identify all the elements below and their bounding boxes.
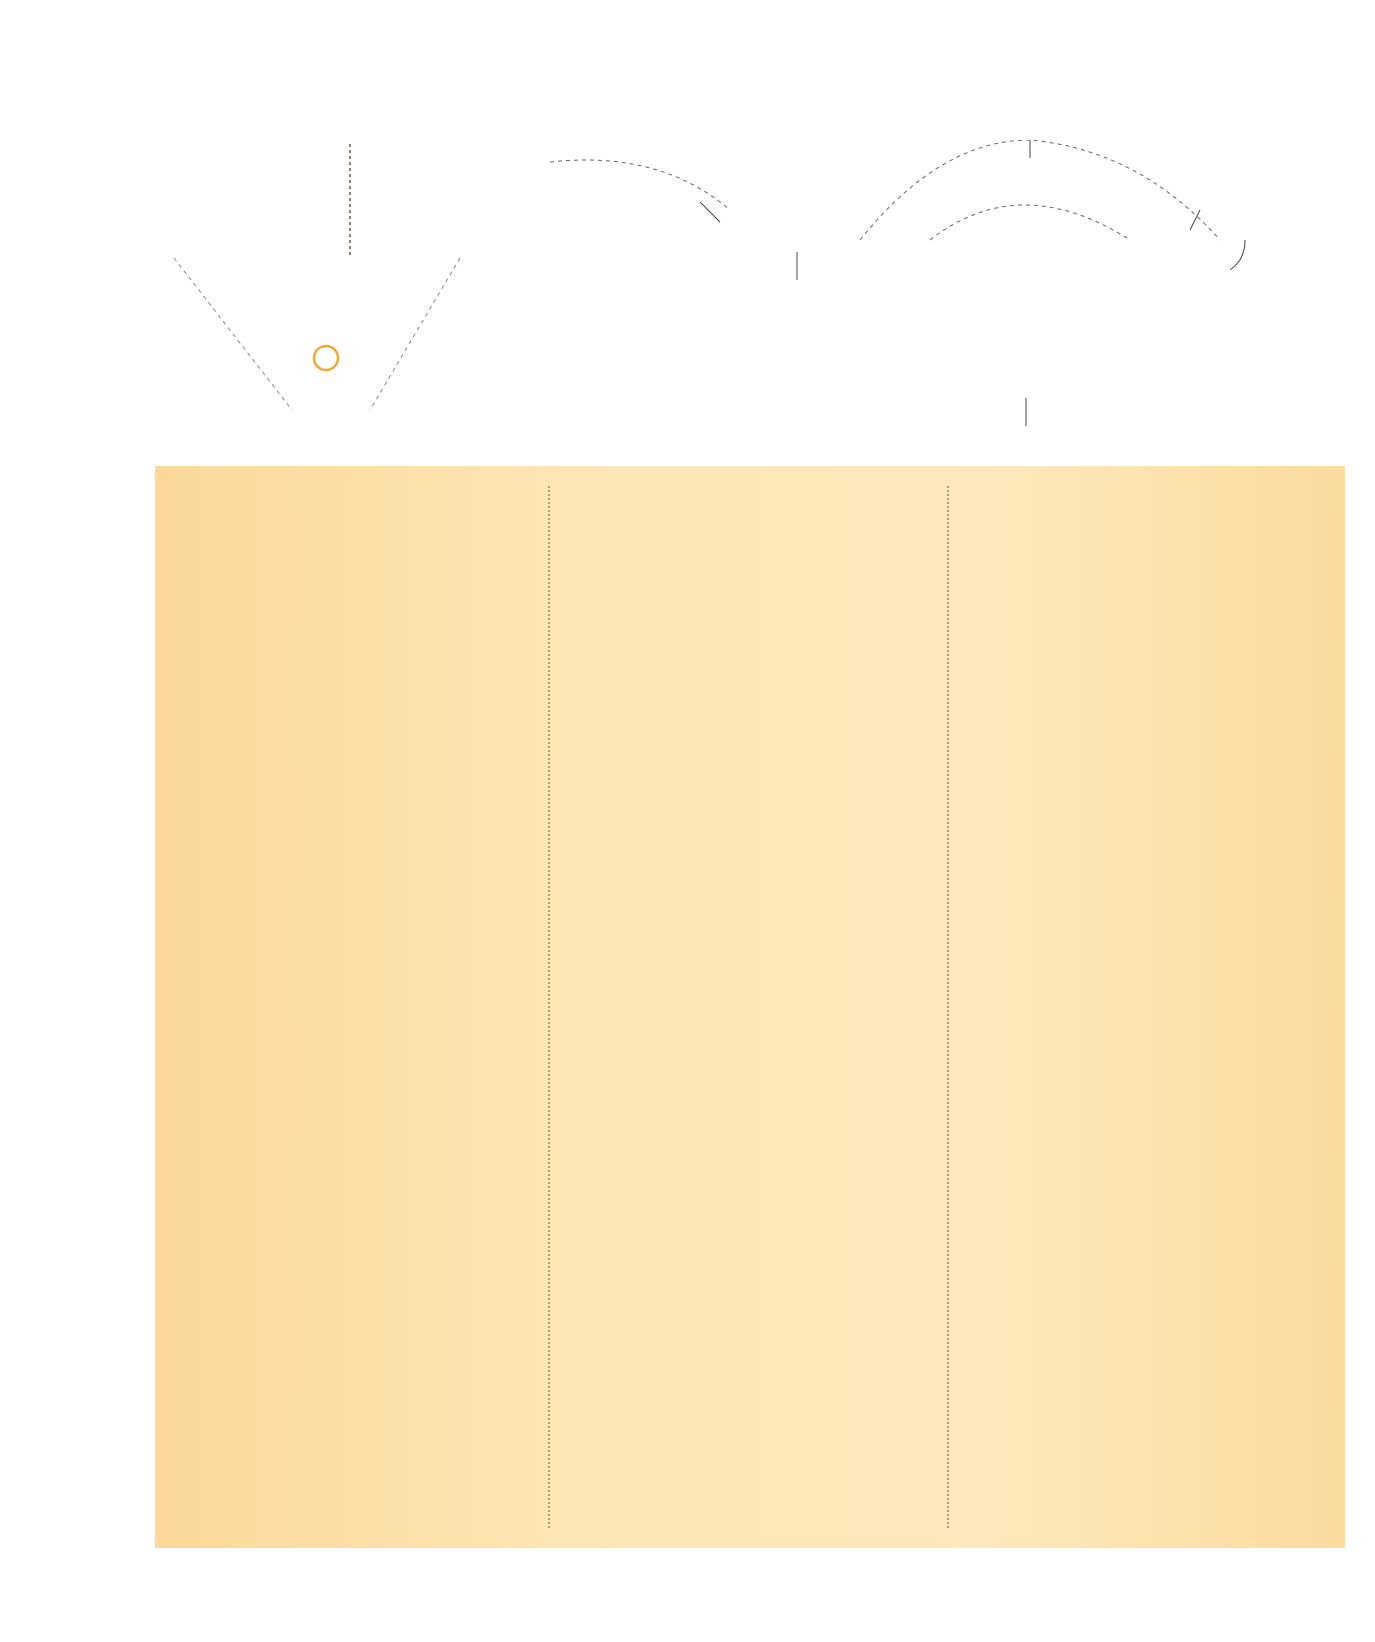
pointer-arrow bbox=[1230, 240, 1245, 270]
strap-arc bbox=[550, 160, 730, 210]
outfit-crochet-chart bbox=[540, 140, 1260, 460]
pointer-arrow bbox=[1190, 210, 1200, 230]
strap-arc bbox=[930, 205, 1130, 240]
strap-arc bbox=[860, 140, 1220, 240]
magic-ring bbox=[314, 346, 338, 370]
instructions-panel bbox=[155, 466, 1345, 1548]
basket-crochet-chart bbox=[170, 140, 500, 450]
pointer-arrow bbox=[700, 202, 720, 222]
basket-guide-line bbox=[174, 258, 292, 410]
column-separator bbox=[947, 486, 949, 1528]
column-separator bbox=[548, 486, 550, 1528]
basket-guide-line bbox=[370, 258, 460, 410]
